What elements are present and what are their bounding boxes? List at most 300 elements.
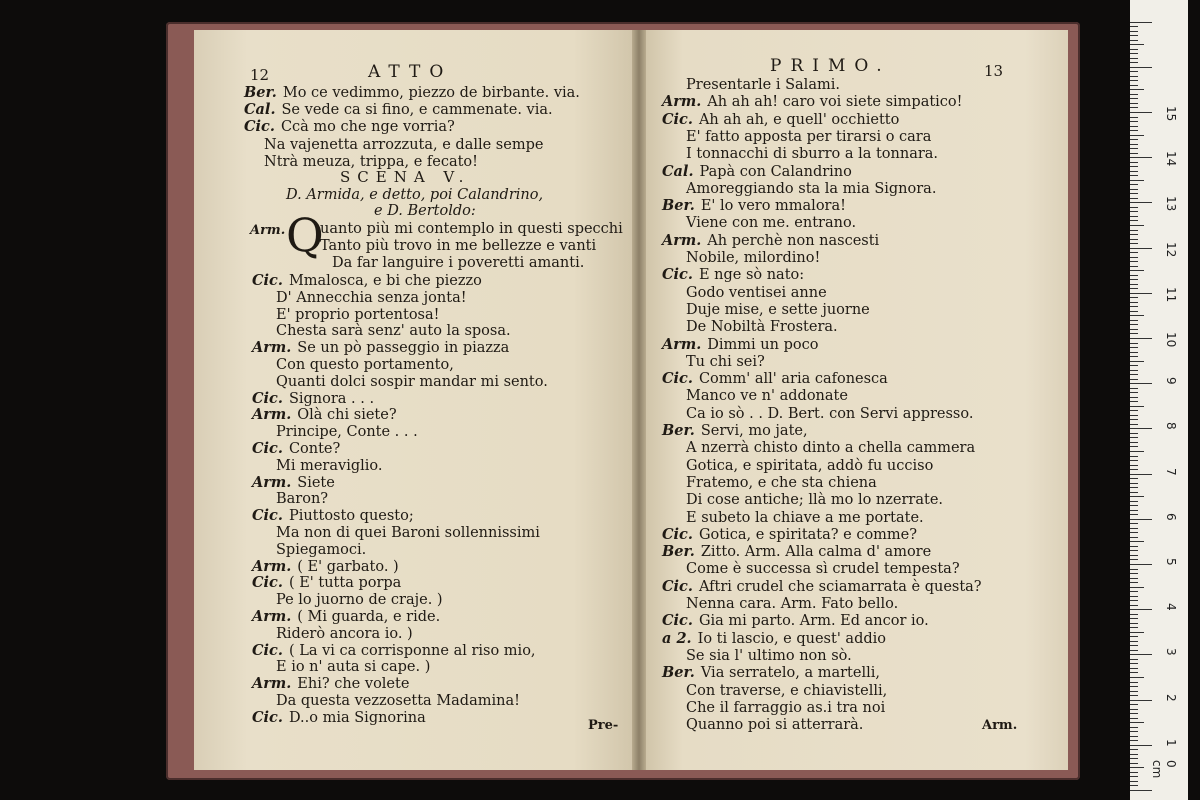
line-text: Nenna cara. Arm. Fato bello. — [686, 596, 899, 612]
line-text: Se sia l' ultimo non sò. — [686, 647, 852, 664]
ruler-tick — [1130, 166, 1138, 167]
speaker-label: Cic. — [252, 574, 283, 592]
speaker-label: a 2. — [662, 629, 692, 647]
text-line — [686, 457, 933, 475]
ruler-tick — [1130, 112, 1152, 113]
ruler-tick — [1130, 451, 1144, 452]
ruler-tick — [1130, 139, 1138, 140]
ruler-tick — [1130, 772, 1138, 773]
speaker-label: Cal. — [662, 162, 694, 180]
ruler-tick — [1130, 559, 1138, 560]
ruler-tick — [1130, 379, 1138, 380]
ruler-tick — [1130, 94, 1138, 95]
line-text: Presentarle i Salami. — [686, 77, 840, 93]
line-text: ( La vi ca corrisponne al riso mio, — [288, 642, 536, 659]
ruler-tick — [1130, 754, 1138, 755]
line-text: Ah perchè non nascesti — [707, 232, 880, 249]
line-text: Pe lo juorno de craje. ) — [276, 592, 443, 609]
speaker-label: Arm. — [662, 231, 702, 249]
line-text: Duje mise, e sette juorne — [686, 301, 870, 318]
scene-cast-line-2: e D. Bertoldo: — [374, 203, 476, 219]
ruler-label: 13 — [1164, 196, 1178, 212]
line-text: Godo ventisei anne — [686, 284, 827, 301]
line-text: Comm' all' aria cafonesca — [698, 371, 888, 388]
ruler-tick — [1130, 297, 1138, 298]
ruler-tick — [1130, 40, 1138, 41]
ruler-tick — [1130, 749, 1138, 750]
ruler-tick — [1130, 428, 1152, 429]
scene-title: SCENA V. — [340, 168, 471, 186]
line-text: D..o mia Signorina — [288, 709, 426, 726]
ruler-tick — [1130, 446, 1138, 447]
ruler-label: 8 — [1164, 422, 1178, 431]
ruler-tick — [1130, 361, 1144, 362]
text-line — [276, 591, 443, 609]
text-line — [662, 578, 982, 596]
text-line — [686, 76, 840, 94]
ruler-tick — [1130, 207, 1138, 208]
text-line — [252, 675, 409, 693]
ruler-tick — [1130, 569, 1138, 570]
line-text: E subeto la chiave a me portate. — [686, 509, 924, 526]
line-text: Spiegamoci. — [276, 541, 367, 558]
ruler-tick — [1130, 790, 1152, 791]
line-text: Gotica, e spiritata? e comme? — [698, 526, 918, 543]
ruler-tick — [1130, 261, 1138, 262]
line-text: Ah ah ah, e quell' occhietto — [698, 111, 900, 128]
speaker-label: Cic. — [662, 110, 693, 128]
ruler-tick — [1130, 487, 1138, 488]
ruler-tick — [1130, 315, 1144, 316]
text-line — [252, 558, 399, 576]
speaker-label: Ber. — [662, 664, 695, 682]
ruler-tick — [1130, 609, 1152, 610]
speaker-label: Cic. — [252, 507, 283, 525]
text-line — [686, 595, 898, 613]
ruler-tick — [1130, 632, 1144, 633]
ruler-tick — [1130, 130, 1138, 131]
ruler-tick — [1130, 709, 1138, 710]
ruler-tick — [1130, 352, 1138, 353]
text-line — [244, 84, 580, 102]
ruler-tick — [1130, 682, 1138, 683]
measuring-ruler — [1130, 0, 1188, 800]
speaker-label: Arm. — [252, 406, 292, 424]
ruler-tick — [1130, 776, 1138, 777]
speaker-label: Cic. — [662, 612, 693, 630]
ruler-tick — [1130, 704, 1138, 705]
ruler-tick — [1130, 442, 1138, 443]
text-line — [276, 490, 328, 508]
ruler-tick — [1130, 252, 1138, 253]
text-line — [252, 339, 509, 357]
ruler-tick — [1130, 175, 1138, 176]
ruler-tick — [1130, 157, 1152, 158]
ruler-tick — [1130, 555, 1138, 556]
ruler-tick — [1130, 415, 1138, 416]
line-text: Se un pò passeggio in piazza — [297, 340, 510, 357]
ruler-tick — [1130, 401, 1138, 402]
line-text: Con traverse, e chiavistelli, — [686, 682, 888, 699]
ruler-tick — [1130, 58, 1138, 59]
line-text: E' proprio portentosa! — [276, 306, 440, 323]
ruler-tick — [1130, 67, 1152, 68]
speaker-label: Cic. — [662, 525, 693, 543]
ruler-tick — [1130, 225, 1144, 226]
text-line — [686, 145, 938, 163]
ruler-tick — [1130, 53, 1138, 54]
ruler-tick — [1130, 573, 1138, 574]
speaker-label: Cal. — [244, 101, 276, 119]
text-line — [686, 214, 856, 232]
text-line — [252, 440, 340, 458]
ruler-label: 6 — [1164, 512, 1178, 521]
ruler-tick — [1130, 700, 1152, 701]
text-line — [662, 370, 888, 388]
text-line — [686, 318, 838, 336]
line-text: Mi meraviglio. — [276, 457, 383, 474]
book-gutter — [632, 30, 646, 770]
ruler-tick — [1130, 180, 1144, 181]
text-line — [686, 509, 924, 527]
speaker-label: Cic. — [252, 440, 283, 457]
text-line — [252, 390, 374, 408]
ruler-tick — [1130, 202, 1152, 203]
ruler-tick — [1130, 677, 1144, 678]
speaker-label: Arm. — [662, 335, 702, 353]
ruler-tick — [1130, 672, 1138, 673]
line-text: Riderò ancora io. ) — [276, 625, 413, 642]
left-running-header: ATTO — [368, 62, 453, 82]
armida-line-3: Da far languire i poveretti amanti. — [332, 255, 585, 271]
text-line — [662, 232, 879, 250]
line-text: Papà con Calandrino — [699, 163, 852, 180]
ruler-tick — [1130, 248, 1152, 249]
right-catchword: Arm. — [982, 718, 1018, 733]
ruler-tick — [1130, 627, 1138, 628]
line-text: Di cose antiche; llà mo lo nzerrate. — [686, 492, 944, 509]
ruler-tick — [1130, 523, 1138, 524]
text-line — [264, 136, 543, 154]
ruler-tick — [1130, 98, 1138, 99]
ruler-tick — [1130, 636, 1138, 637]
line-text: Fratemo, e che sta chiena — [686, 474, 877, 491]
ruler-tick — [1130, 460, 1138, 461]
line-text: Viene con me. entrano. — [686, 215, 857, 232]
ruler-tick — [1130, 419, 1138, 420]
line-text: Via serratelo, a martelli, — [700, 665, 880, 682]
text-line — [276, 692, 520, 710]
armida-line-2: Tanto più trovo in me bellezze e vanti — [320, 238, 597, 254]
text-line — [686, 284, 827, 302]
ruler-tick — [1130, 437, 1138, 438]
ruler-tick — [1130, 505, 1138, 506]
ruler-tick — [1130, 148, 1138, 149]
ruler-label: 2 — [1164, 693, 1178, 702]
line-text: Amoreggiando sta la mia Signora. — [686, 180, 937, 197]
text-line — [686, 353, 765, 371]
ruler-label: 1 — [1164, 738, 1178, 747]
ruler-tick — [1130, 469, 1138, 470]
line-text: Aftri crudel che sciamarrata è questa? — [698, 578, 982, 595]
line-text: Dimmi un poco — [707, 336, 819, 353]
ruler-label: 0 cm — [1150, 760, 1178, 779]
line-text: Con questo portamento, — [276, 357, 454, 373]
ruler-tick — [1130, 433, 1138, 434]
ruler-tick — [1130, 347, 1138, 348]
ruler-tick — [1130, 171, 1138, 172]
text-line — [662, 422, 808, 440]
ruler-tick — [1130, 465, 1138, 466]
ruler-label: 7 — [1164, 467, 1178, 476]
ruler-tick — [1130, 519, 1152, 520]
ruler-tick — [1130, 184, 1138, 185]
speaker-label: Cic. — [252, 389, 283, 407]
ruler-tick — [1130, 76, 1138, 77]
line-text: Come è successa sì crudel tempesta? — [686, 561, 960, 578]
ruler-tick — [1130, 392, 1138, 393]
ruler-tick — [1130, 492, 1138, 493]
line-text: ( E' tutta porpa — [288, 575, 402, 592]
line-text: Gotica, e spiritata, addò fu ucciso — [686, 457, 934, 474]
text-line — [662, 93, 963, 111]
text-line — [244, 118, 455, 136]
ruler-tick — [1130, 781, 1138, 782]
line-text: Che il farraggio as.i tra noi — [686, 699, 886, 716]
left-page-number: 12 — [250, 66, 270, 84]
text-line — [244, 101, 553, 119]
ruler-tick — [1130, 410, 1138, 411]
ruler-tick — [1130, 89, 1144, 90]
ruler-tick — [1130, 718, 1138, 719]
ruler-tick — [1130, 659, 1138, 660]
text-line — [276, 423, 418, 441]
speaker-label: Cic. — [252, 708, 283, 726]
speaker-label: Arm. — [252, 473, 292, 491]
text-line — [662, 630, 886, 648]
ruler-tick — [1130, 324, 1138, 325]
ruler-tick — [1130, 126, 1138, 127]
text-line — [686, 180, 936, 198]
text-line — [686, 387, 848, 405]
text-line — [686, 249, 820, 267]
ruler-tick — [1130, 370, 1138, 371]
text-line — [662, 526, 917, 544]
text-line — [686, 491, 943, 509]
ruler-label: 15 — [1164, 106, 1178, 122]
line-text: E' fatto apposta per tirarsi o cara — [686, 128, 932, 145]
line-text: Chesta sarà senz' auto la sposa. — [276, 323, 511, 340]
text-line — [686, 716, 863, 734]
ruler-tick — [1130, 510, 1138, 511]
ruler-tick — [1130, 501, 1138, 502]
line-text: Olà chi siete? — [297, 407, 397, 424]
text-line — [662, 197, 846, 215]
line-text: Signora . . . — [288, 390, 375, 407]
ruler-tick — [1130, 356, 1138, 357]
ruler-tick — [1130, 230, 1138, 231]
speaker-label: Cic. — [252, 641, 283, 659]
text-line — [662, 543, 931, 561]
text-line — [276, 625, 413, 643]
ruler-tick — [1130, 713, 1138, 714]
ruler-tick — [1130, 239, 1138, 240]
text-line — [252, 642, 536, 660]
ruler-tick — [1130, 591, 1138, 592]
right-page-number: 13 — [984, 62, 1004, 80]
speaker-label: Cic. — [662, 370, 693, 388]
ruler-tick — [1130, 135, 1144, 136]
ruler-tick — [1130, 220, 1138, 221]
speaker-label: Ber. — [662, 197, 695, 215]
ruler-tick — [1130, 397, 1138, 398]
ruler-tick — [1130, 257, 1138, 258]
ruler-tick — [1130, 537, 1138, 538]
ruler-tick — [1130, 745, 1152, 746]
ruler-tick — [1130, 193, 1138, 194]
ruler-label: 14 — [1164, 151, 1178, 167]
ruler-tick — [1130, 26, 1138, 27]
text-line — [686, 474, 877, 492]
text-line — [662, 163, 852, 181]
line-text: I tonnacchi di sburro a la tonnara. — [686, 146, 939, 163]
line-text: Tu chi sei? — [686, 353, 765, 370]
ruler-tick — [1130, 216, 1138, 217]
text-line — [252, 406, 397, 424]
speaker-label: Ber. — [244, 84, 277, 101]
line-text: De Nobiltà Frostera. — [686, 319, 838, 336]
text-line — [662, 612, 929, 630]
text-line — [662, 266, 804, 284]
line-text: Quanno poi si atterrarà. — [686, 717, 864, 734]
line-text: Da questa vezzosetta Madamina! — [276, 693, 520, 709]
ruler-label: 10 — [1164, 332, 1178, 348]
text-line — [686, 560, 960, 578]
armida-speaker: Arm. — [250, 223, 286, 238]
line-text: D' Annecchia senza jonta! — [276, 289, 467, 306]
ruler-tick — [1130, 600, 1138, 601]
line-text: Quanti dolci sospir mandar mi sento. — [276, 373, 548, 390]
ruler-tick — [1130, 623, 1138, 624]
ruler-tick — [1130, 211, 1138, 212]
ruler-tick — [1130, 388, 1138, 389]
ruler-tick — [1130, 578, 1138, 579]
ruler-tick — [1130, 44, 1144, 45]
ruler-tick — [1130, 383, 1152, 384]
ruler-tick — [1130, 275, 1138, 276]
ruler-tick — [1130, 329, 1138, 330]
ruler-tick — [1130, 374, 1138, 375]
ruler-tick — [1130, 650, 1138, 651]
line-text: E nge sò nato: — [698, 267, 805, 284]
ruler-tick — [1130, 107, 1138, 108]
ruler-tick — [1130, 582, 1138, 583]
ruler-tick — [1130, 35, 1138, 36]
ruler-tick — [1130, 483, 1138, 484]
ruler-tick — [1130, 654, 1152, 655]
ruler-tick — [1130, 71, 1138, 72]
ruler-tick — [1130, 587, 1144, 588]
speaker-label: Cic. — [244, 118, 275, 136]
text-line — [686, 439, 975, 457]
line-text: A nzerrà chisto dinto a chella cammera — [686, 440, 976, 457]
ruler-tick — [1130, 80, 1138, 81]
ruler-tick — [1130, 288, 1138, 289]
line-text: Zitto. Arm. Alla calma d' amore — [700, 544, 932, 561]
speaker-label: Arm. — [252, 675, 292, 693]
line-text: Ntrà meuza, trippa, e fecato! — [264, 153, 478, 170]
left-catchword: Pre- — [588, 718, 619, 733]
text-line — [276, 322, 511, 340]
line-text: Nobile, milordino! — [686, 250, 821, 266]
line-text: Ccà mo che nge vorria? — [280, 119, 455, 136]
ruler-tick — [1130, 691, 1138, 692]
ruler-tick — [1130, 198, 1138, 199]
line-text: ( E' garbato. ) — [297, 558, 399, 575]
speaker-label: Arm. — [252, 608, 292, 625]
text-line — [252, 608, 440, 626]
ruler-tick — [1130, 722, 1144, 723]
text-line — [686, 301, 870, 319]
line-text: Ah ah ah! caro voi siete simpatico! — [707, 94, 963, 111]
ruler-tick — [1130, 736, 1138, 737]
ruler-label: 9 — [1164, 377, 1178, 385]
ruler-tick — [1130, 541, 1144, 542]
ruler-tick — [1130, 365, 1138, 366]
line-text: Piuttosto questo; — [288, 508, 414, 525]
line-text: Mmalosca, e bi che piezzo — [288, 273, 482, 289]
speaker-label: Cic. — [252, 272, 283, 289]
ruler-label: 4 — [1164, 603, 1178, 611]
ruler-tick — [1130, 279, 1138, 280]
text-line — [276, 289, 467, 307]
ruler-tick — [1130, 302, 1138, 303]
right-running-header: PRIMO. — [770, 56, 891, 76]
line-text: Io ti lascio, e quest' addio — [697, 630, 886, 647]
ruler-tick — [1130, 758, 1138, 759]
line-text: Na vajenetta arrozzuta, e dalle sempe — [264, 136, 544, 153]
text-line — [276, 658, 430, 676]
ruler-tick — [1130, 785, 1138, 786]
text-line — [686, 128, 931, 146]
ruler-tick — [1130, 234, 1138, 235]
scene-cast-line-1: D. Armida, e detto, poi Calandrino, — [286, 187, 544, 203]
ruler-tick — [1130, 31, 1138, 32]
text-line — [662, 111, 899, 129]
ruler-tick — [1130, 474, 1152, 475]
ruler-tick — [1130, 266, 1138, 267]
ruler-tick — [1130, 338, 1152, 339]
ruler-tick — [1130, 695, 1138, 696]
ruler-tick — [1130, 496, 1144, 497]
ruler-tick — [1130, 614, 1138, 615]
speaker-label: Ber. — [662, 422, 695, 439]
text-line — [276, 524, 540, 542]
ruler-tick — [1130, 605, 1138, 606]
ruler-tick — [1130, 311, 1138, 312]
drop-cap: Q — [286, 208, 324, 262]
ruler-tick — [1130, 144, 1138, 145]
ruler-tick — [1130, 763, 1138, 764]
ruler-tick — [1130, 121, 1138, 122]
ruler-tick — [1130, 189, 1138, 190]
text-line — [276, 457, 382, 475]
ruler-tick — [1130, 731, 1138, 732]
line-text: Se vede ca si fino, e cammenate. via. — [281, 102, 553, 119]
ruler-label: 3 — [1164, 648, 1178, 657]
ruler-label: 12 — [1164, 241, 1178, 257]
ruler-tick — [1130, 478, 1138, 479]
